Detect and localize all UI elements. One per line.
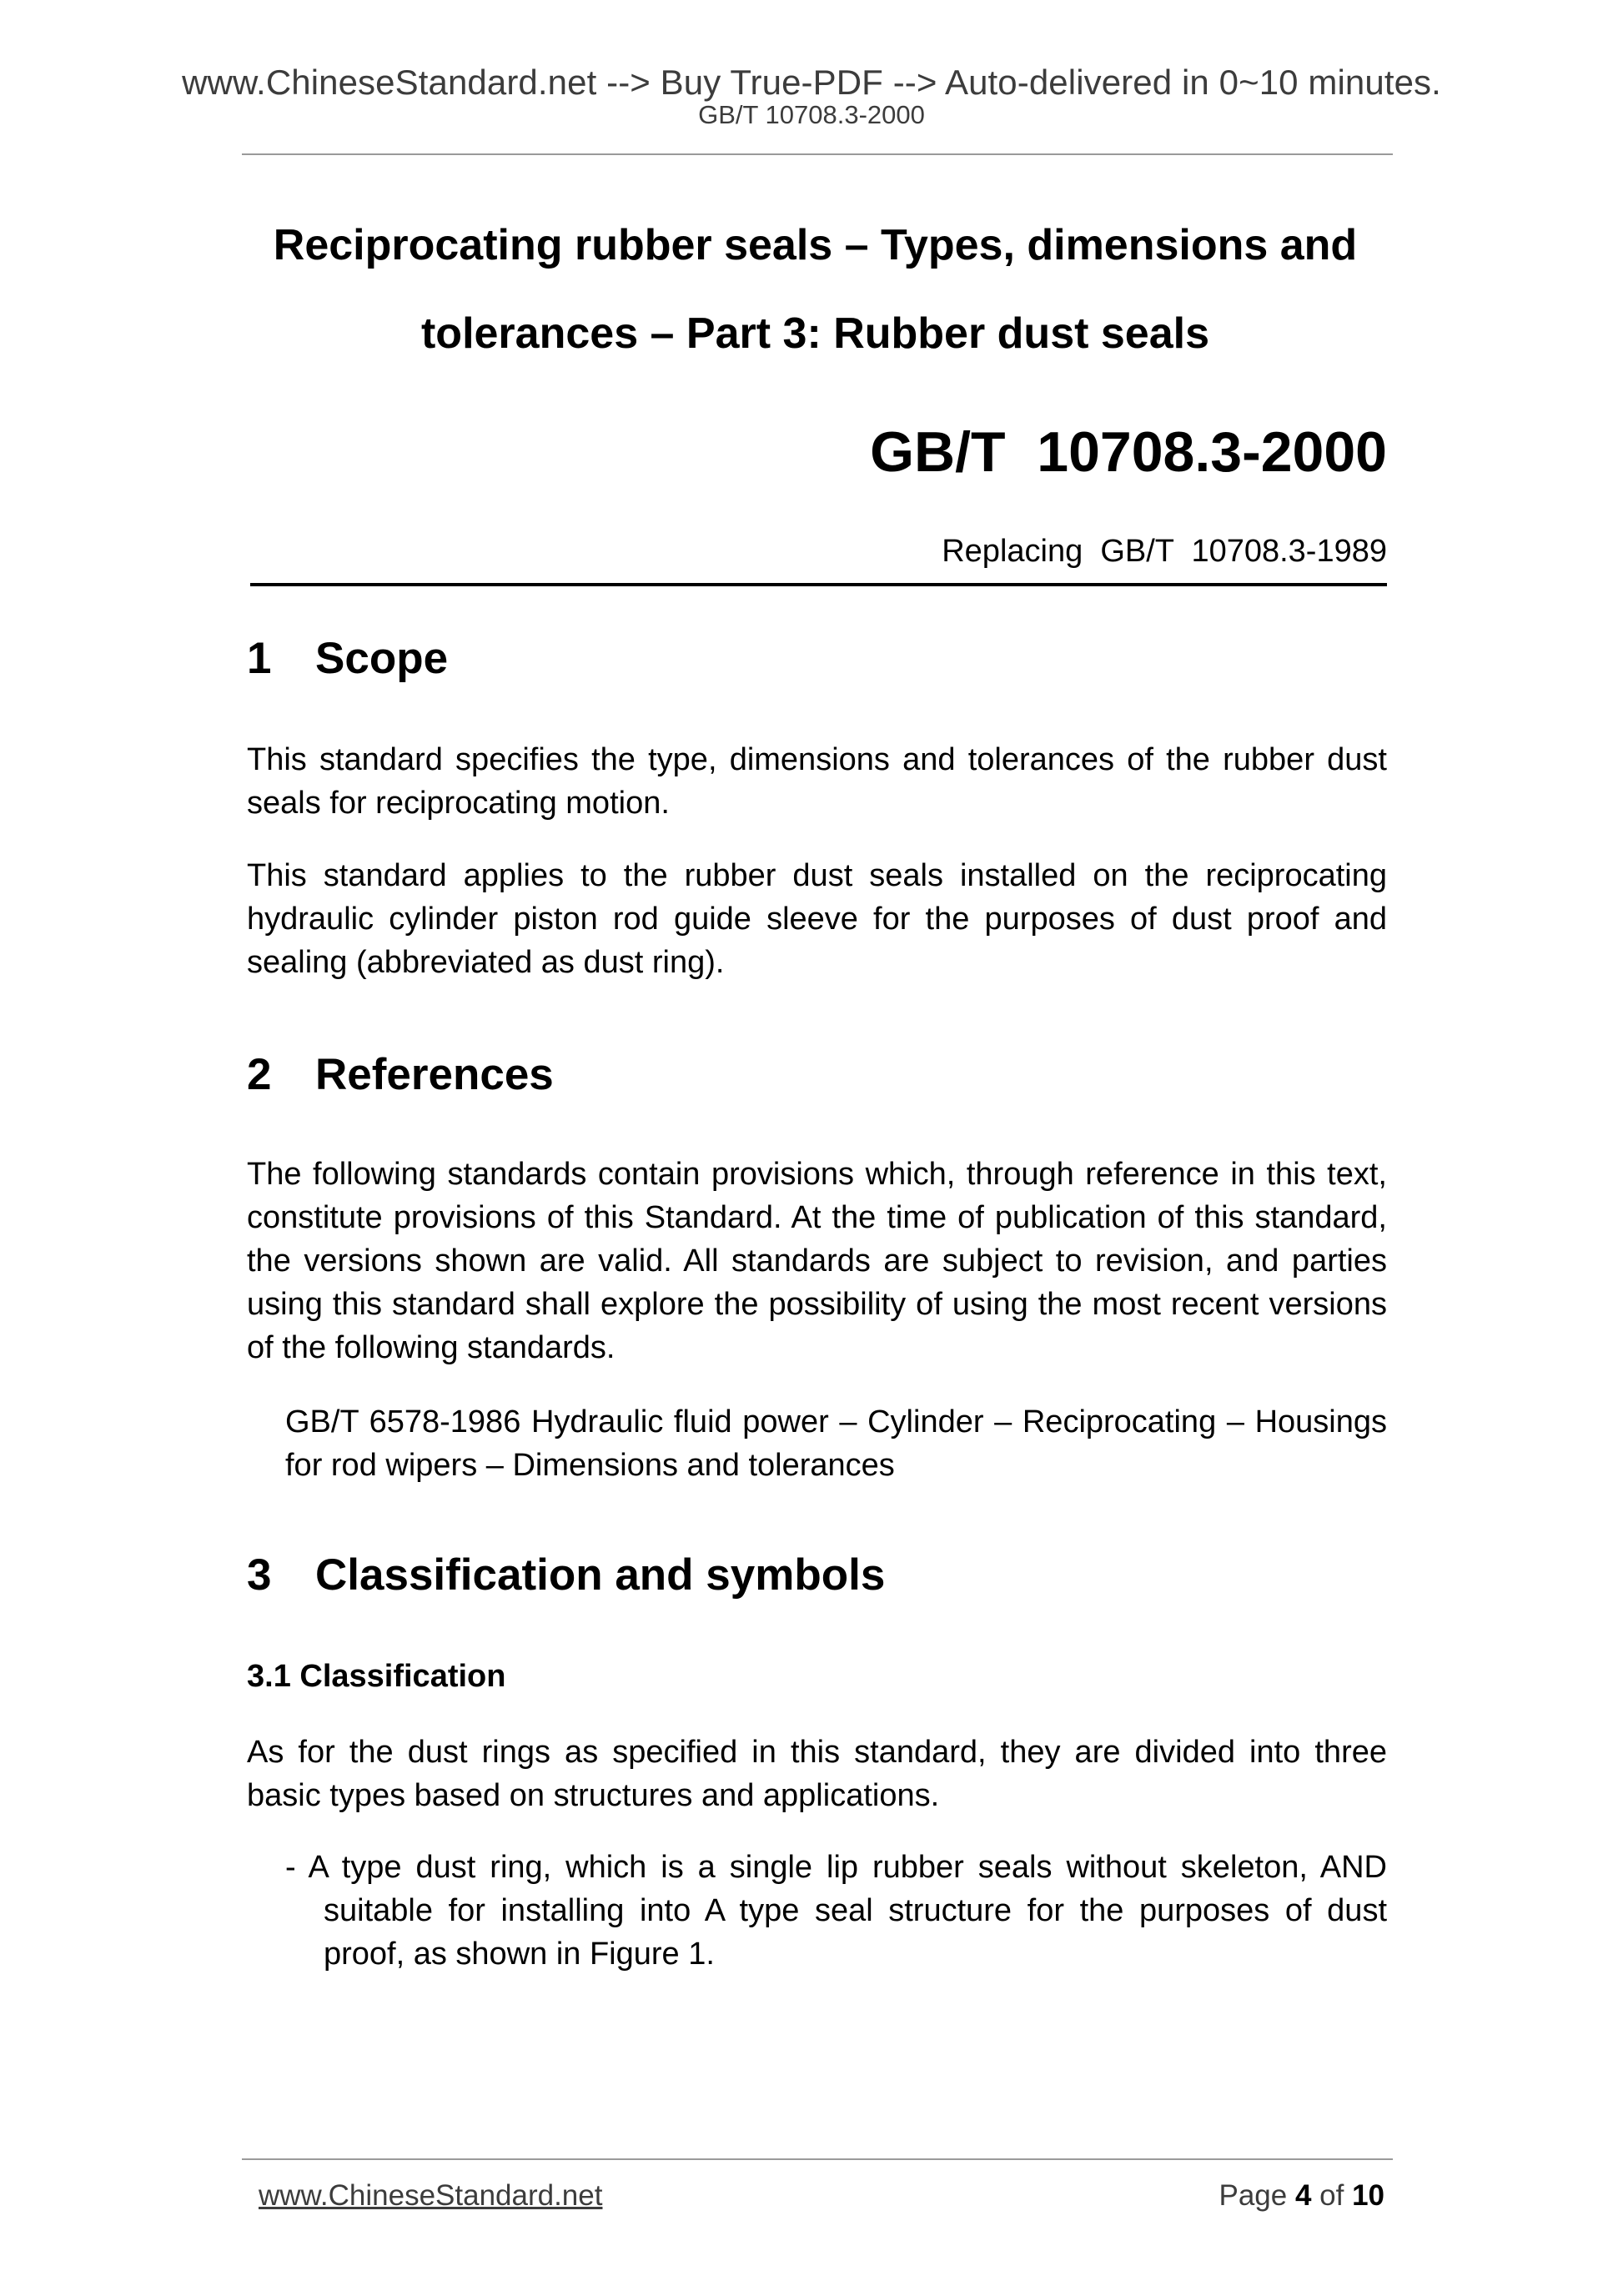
section-title: References [315, 1050, 554, 1099]
section-heading-references [247, 1050, 554, 1099]
title-divider [250, 583, 1387, 586]
section-number: 3 [247, 1550, 272, 1600]
reference-item: GB/T 6578-1986 Hydraulic fluid power – Cylinder – Reciprocating – Housings for rod wipers – Dimensions and tolerances [285, 1404, 1387, 1483]
references-paragraph: The following standards contain provisions which, through reference in this text, constitute provisions of this Standard. At the time of publication of this standard, the versions shown are valid. All standards are subject to revision, and parties using this standard shall explore the possibility of using the most recent versions of the following standards. [247, 1157, 1387, 1365]
section-heading-scope [247, 636, 448, 681]
classification-bullet-a-type: - A type dust ring, which is a single lip rubber seals without skeleton, AND suitable for installing into A type seal structure for the purposes of dust proof, as shown in Figure 1. [285, 1850, 1387, 1972]
section-number: 1 [247, 634, 272, 683]
section-heading-classification [247, 1550, 886, 1600]
scope-paragraph-1: This standard specifies the type, dimensions and tolerances of the rubber dust seals for reciprocating motion. [247, 742, 1387, 821]
subsection-heading-classification: 3.1 Classification [247, 1659, 506, 1694]
header-divider [242, 153, 1393, 155]
classification-paragraph: As for the dust rings as specified in this standard, they are divided into three basic types based on structures and applications. [247, 1735, 1387, 1813]
scope-paragraph-2: This standard applies to the rubber dust seals installed on the reciprocating hydraulic cylinder piston rod guide sleeve for the purposes of dust proof and sealing (abbreviated as dust ring). [247, 858, 1387, 980]
page-prefix: Page [1219, 2179, 1295, 2212]
standard-code: GB/T 10708.3-2000 [870, 420, 1387, 484]
page-current: 4 [1294, 2179, 1312, 2212]
footer-divider [242, 2158, 1393, 2160]
section-title: Classification and symbols [315, 1550, 886, 1600]
footer-website-link[interactable]: www.ChineseStandard.net [259, 2179, 603, 2212]
section-title: Scope [315, 634, 449, 683]
section-number: 2 [247, 1050, 272, 1099]
page-total: 10 [1352, 2179, 1384, 2212]
replacing-note: Replacing GB/T 10708.3-1989 [942, 534, 1387, 569]
document-title-line-1: Reciprocating rubber seals – Types, dimensions and [273, 221, 1358, 269]
site-banner: www.ChineseStandard.net --> Buy True-PDF --> Auto-delivered in 0~10 minutes. [182, 63, 1441, 102]
header-standard-code: GB/T 10708.3-2000 [698, 100, 925, 129]
document-title-line-2: tolerances – Part 3: Rubber dust seals [420, 309, 1209, 358]
page-separator: of [1311, 2179, 1353, 2212]
page-number [1219, 2181, 1384, 2210]
